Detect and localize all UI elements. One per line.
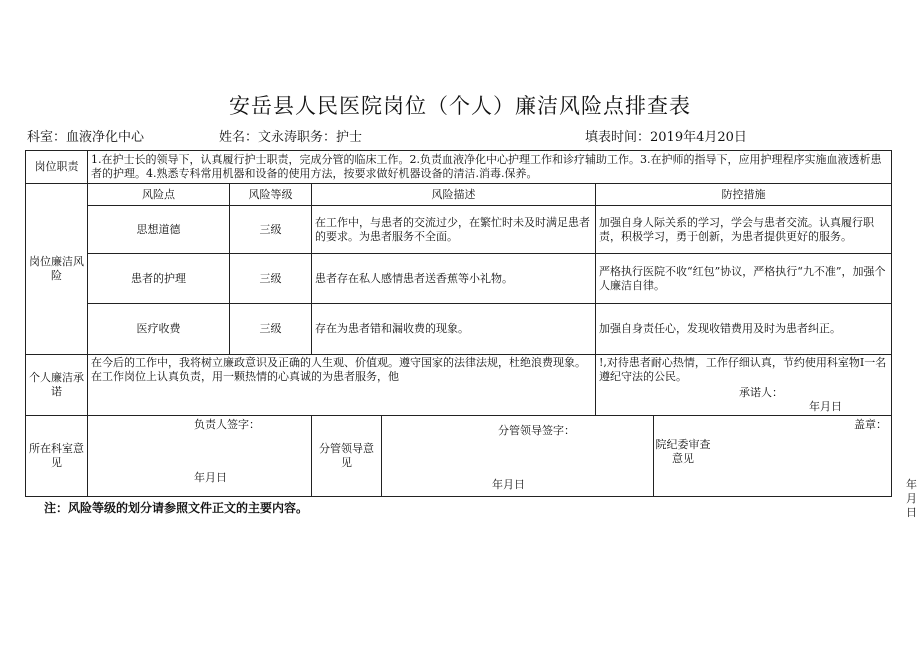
promise-date: 年月日: [809, 400, 842, 413]
department-field: [27, 126, 144, 145]
control-measure: 加强自身责任心，发现收错费用及时为患者纠正。: [596, 304, 892, 355]
department-opinion-label: 所在科室意见: [26, 416, 88, 497]
discipline-opinion-date: 年月日: [906, 478, 917, 519]
promise-signer-label: 承诺人：: [739, 386, 783, 399]
risk-header-row: [26, 184, 892, 206]
control-measure: 严格执行医院不收“红包”协议，严格执行“九不准”，加强个人廉洁自律。: [596, 254, 892, 304]
department-signature-label: 负责人签字：: [194, 418, 260, 431]
risk-section-label: 岗位廉洁风险: [26, 184, 88, 355]
risk-description: 在工作中，与患者的交流过少，在繁忙时未及时满足患者的要求。为患者服务不全面。: [312, 206, 596, 254]
risk-level: 三级: [230, 254, 312, 304]
leader-opinion-date: 年月日: [492, 478, 525, 491]
discipline-opinion-cell: [654, 416, 917, 519]
risk-level: 三级: [230, 304, 312, 355]
duties-label: 岗位职责: [26, 151, 88, 184]
promise-label: 个人廉洁承诺: [26, 355, 88, 416]
leader-opinion-label: 分管领导意见: [312, 416, 382, 497]
column-header-risk-description: 风险描述: [312, 184, 596, 206]
risk-point: 思想道德: [88, 206, 230, 254]
fill-date-field: [585, 126, 747, 145]
leader-signature-label: 分管领导签字：: [498, 424, 575, 437]
discipline-opinion-label: 院纪委审查意见: [655, 438, 711, 465]
duties-text: 1.在护士长的领导下，认真履行护士职责，完成分管的临床工作。2.负责血液净化中心护理工作和诊疗辅助工作。3.在护师的指导下，应用护理程序实施血液透析患者的护理。4.熟悉专科常用机器和设备的使用方法，按要求做好机器设备的清洁.消毒.保养。: [88, 151, 892, 184]
column-header-risk-point: 风险点: [88, 184, 230, 206]
promise-text-right-cell: [596, 355, 892, 416]
department-opinion-cell: [88, 416, 312, 497]
risk-row: [26, 304, 892, 355]
position-value: 护士: [336, 130, 363, 145]
column-header-risk-level: 风险等级: [230, 184, 312, 206]
fill-date-label: 填表时间：: [585, 130, 651, 145]
control-measure: 加强自身人际关系的学习，学会与患者交流。认真履行职责，积极学习，勇于创新，为患者提供更好的服务。: [596, 206, 892, 254]
risk-description: 存在为患者错和漏收费的现象。: [312, 304, 596, 355]
risk-level: 三级: [230, 206, 312, 254]
column-header-control-measures: 防控措施: [596, 184, 892, 206]
risk-point: 医疗收费: [88, 304, 230, 355]
discipline-stamp-label: 盖章：: [854, 418, 887, 431]
name-value: 文永涛: [258, 130, 298, 145]
footnote: 注：风险等级的划分请参照文件正文的主要内容。: [44, 501, 309, 515]
promise-row: [26, 355, 892, 416]
page-title: 安岳县人民医院岗位（个人）廉洁风险点排查表: [229, 94, 691, 118]
risk-description: 患者存在私人感情患者送香蕉等小礼物。: [312, 254, 596, 304]
name-field: [219, 126, 362, 145]
name-label: 姓名：: [219, 130, 259, 145]
department-opinion-date: 年月日: [194, 471, 227, 484]
department-label: 科室：: [27, 130, 67, 145]
risk-point: 患者的护理: [88, 254, 230, 304]
risk-row: [26, 206, 892, 254]
risk-row: [26, 254, 892, 304]
department-value: 血液净化中心: [66, 130, 145, 145]
duties-row: [26, 151, 892, 184]
promise-text-right: !,对待患者耐心热情，工作仔细认真，节约使用科室物I一名遵纪守法的公民。: [599, 356, 887, 383]
fill-date-value: 2019年4月20日: [650, 130, 747, 145]
opinions-row: [26, 416, 892, 497]
promise-text-left: 在今后的工作中，我将树立廉政意识及正确的人生观、价值观。遵守国家的法律法规，杜绝浪费现象。在工作岗位上认真负责，用一颗热情的心真诚的为患者服务，他: [88, 355, 596, 416]
leader-opinion-cell: [382, 416, 654, 497]
position-label: 职务：: [297, 130, 337, 145]
